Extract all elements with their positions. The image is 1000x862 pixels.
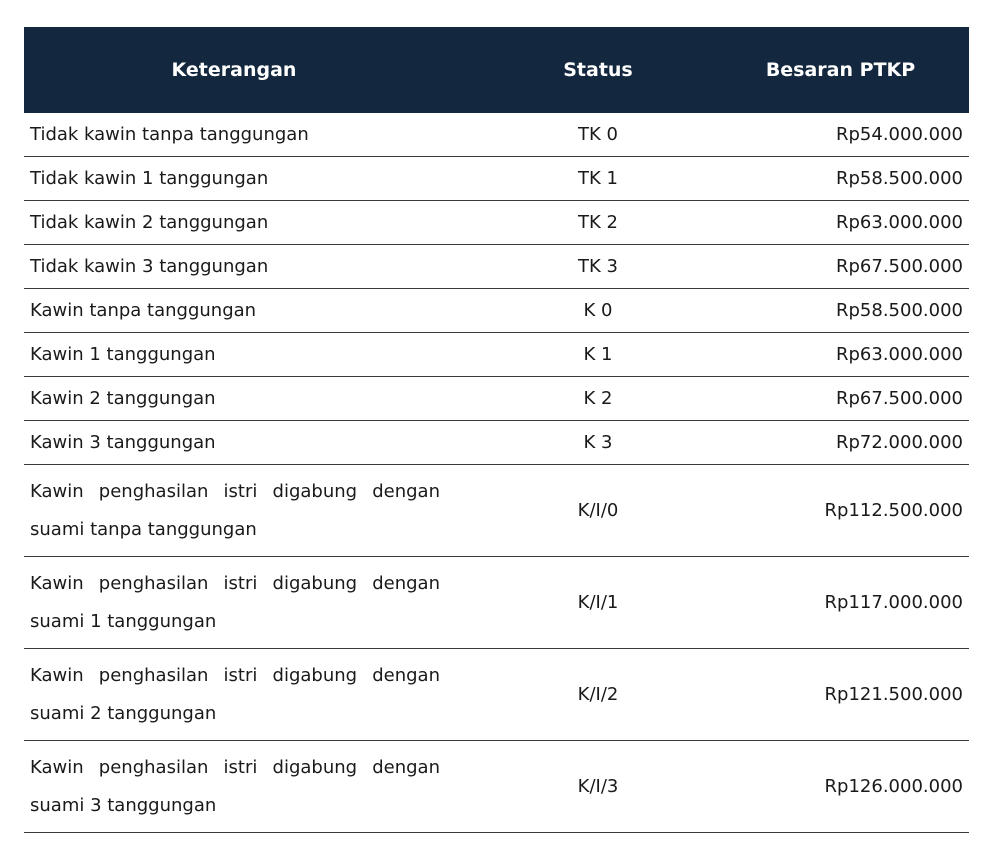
- table-row: [24, 289, 969, 333]
- row-amount: Rp67.500.000: [712, 245, 969, 289]
- row-status: K 2: [444, 377, 712, 421]
- row-amount: Rp72.000.000: [712, 421, 969, 465]
- header-status: Status: [444, 27, 712, 113]
- row-status: TK 2: [444, 201, 712, 245]
- row-amount: Rp126.000.000: [712, 741, 969, 833]
- ptkp-table: [24, 27, 969, 833]
- row-status: TK 0: [444, 113, 712, 157]
- table-row: [24, 333, 969, 377]
- header-besaran-ptkp: Besaran PTKP: [712, 27, 969, 113]
- row-status: K 1: [444, 333, 712, 377]
- table-row: [24, 557, 969, 649]
- row-description: Kawin tanpa tanggungan: [24, 289, 444, 333]
- header-row: [24, 27, 969, 113]
- row-description: Tidak kawin 3 tanggungan: [24, 245, 444, 289]
- table-body: [24, 113, 969, 833]
- table-row: [24, 157, 969, 201]
- row-description: Kawin 2 tanggungan: [24, 377, 444, 421]
- row-status: K/I/3: [444, 741, 712, 833]
- row-status: K/I/0: [444, 465, 712, 557]
- row-description: Tidak kawin tanpa tanggungan: [24, 113, 444, 157]
- row-status: K/I/2: [444, 649, 712, 741]
- table-row: [24, 201, 969, 245]
- row-amount: Rp67.500.000: [712, 377, 969, 421]
- row-description: Kawin penghasilan istri digabung dengan suami 3 tanggungan: [24, 741, 444, 833]
- row-amount: Rp121.500.000: [712, 649, 969, 741]
- table-row: [24, 465, 969, 557]
- row-description: Kawin penghasilan istri digabung dengan suami 1 tanggungan: [24, 557, 444, 649]
- row-description: Tidak kawin 1 tanggungan: [24, 157, 444, 201]
- row-status: TK 3: [444, 245, 712, 289]
- table-row: [24, 421, 969, 465]
- table-row: [24, 377, 969, 421]
- row-status: K/I/1: [444, 557, 712, 649]
- row-description: Kawin 1 tanggungan: [24, 333, 444, 377]
- row-description: Tidak kawin 2 tanggungan: [24, 201, 444, 245]
- row-description: Kawin penghasilan istri digabung dengan suami tanpa tanggungan: [24, 465, 444, 557]
- row-description: Kawin 3 tanggungan: [24, 421, 444, 465]
- table-row: [24, 245, 969, 289]
- row-amount: Rp58.500.000: [712, 289, 969, 333]
- row-status: TK 1: [444, 157, 712, 201]
- row-status: K 3: [444, 421, 712, 465]
- row-amount: Rp63.000.000: [712, 201, 969, 245]
- row-amount: Rp112.500.000: [712, 465, 969, 557]
- table-header: [24, 27, 969, 113]
- row-amount: Rp58.500.000: [712, 157, 969, 201]
- row-description: Kawin penghasilan istri digabung dengan suami 2 tanggungan: [24, 649, 444, 741]
- row-amount: Rp117.000.000: [712, 557, 969, 649]
- row-amount: Rp54.000.000: [712, 113, 969, 157]
- table-row: [24, 113, 969, 157]
- table-row: [24, 741, 969, 833]
- row-amount: Rp63.000.000: [712, 333, 969, 377]
- table-row: [24, 649, 969, 741]
- header-keterangan: Keterangan: [24, 27, 444, 113]
- row-status: K 0: [444, 289, 712, 333]
